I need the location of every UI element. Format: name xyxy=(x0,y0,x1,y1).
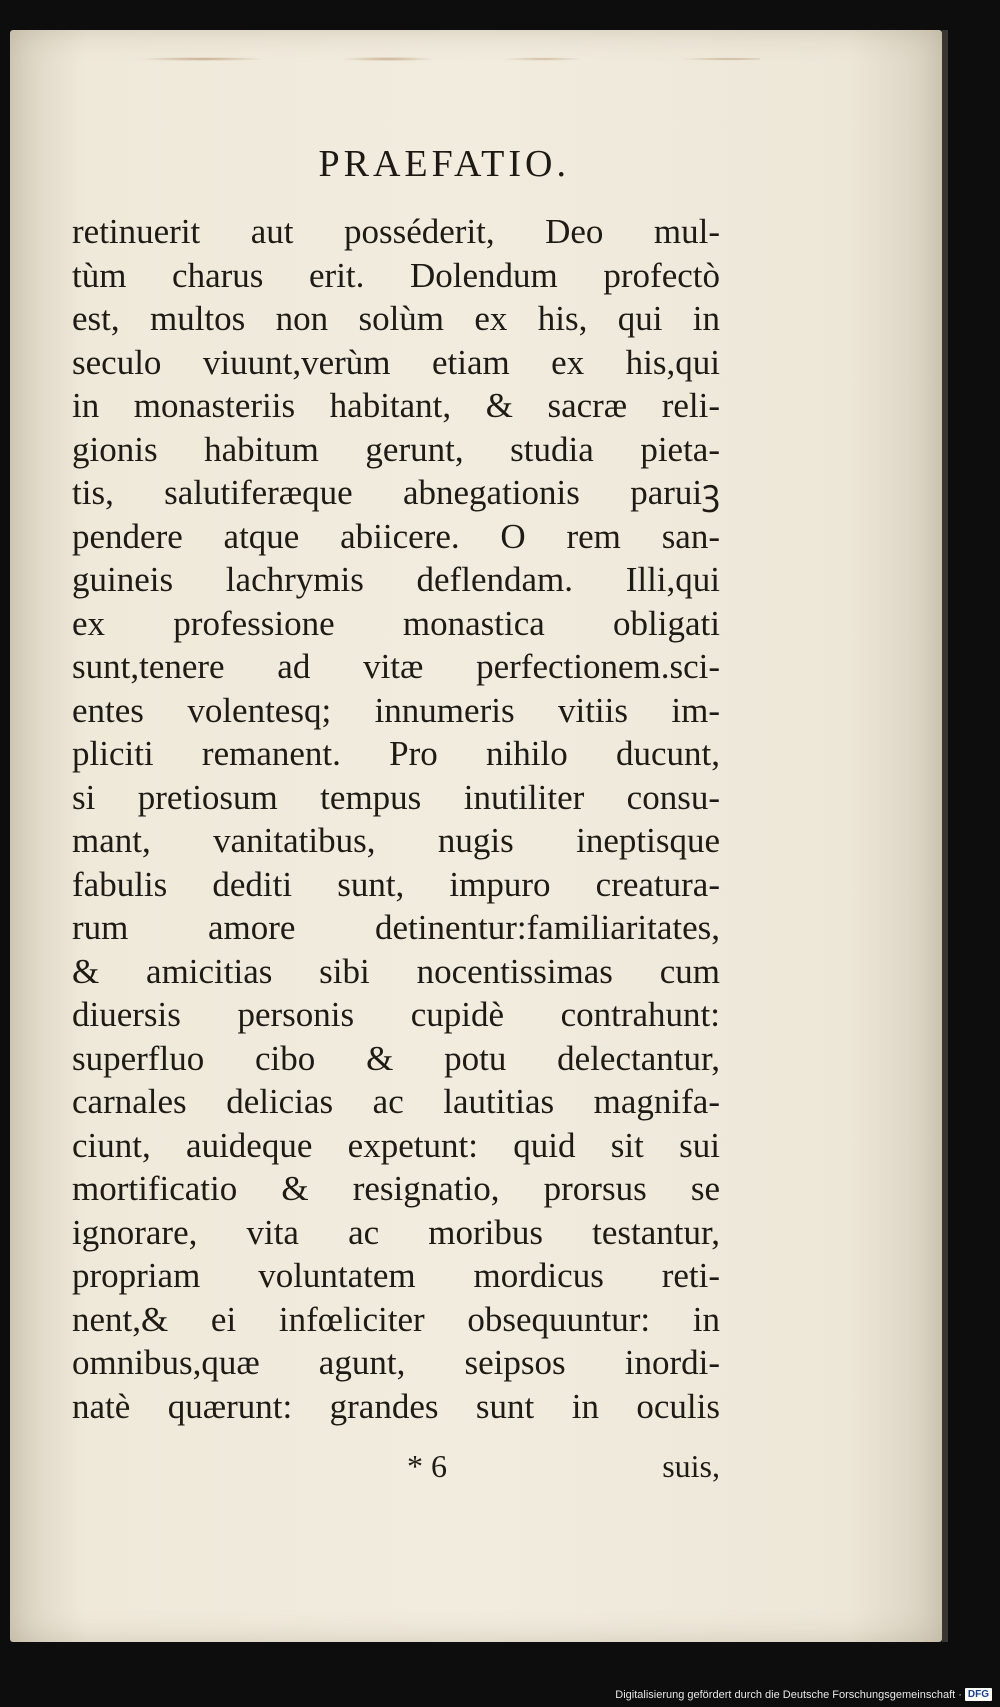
text-line: retinuerit aut posséderit, Deo mul- xyxy=(72,212,720,251)
text-line: pliciti remanent. Pro nihilo ducunt, xyxy=(72,734,720,773)
signature-mark: * 6 xyxy=(407,1448,447,1484)
page-stain xyxy=(140,42,760,76)
text-line: seculo viuunt,verùm etiam ex his,qui xyxy=(72,342,720,382)
text-line: superfluo cibo & potu delectantur, xyxy=(72,1038,720,1078)
text-line: carnales delicias ac lautitias magnifa- xyxy=(72,1082,720,1121)
text-line: mant, vanitatibus, nugis ineptisque xyxy=(72,821,720,860)
text-line: diuersis personis cupidè contrahunt: xyxy=(72,995,720,1034)
digitization-credit: Digitalisierung gefördert durch die Deutsche Forschungsgemeinschaft · DFG xyxy=(615,1688,992,1701)
catchword: suis, xyxy=(662,1448,720,1484)
text-line: tis, salutiferæque abnegationis paruiꝫ xyxy=(72,473,720,512)
page-edge xyxy=(942,30,948,1642)
text-line: entes volentesq; innumeris vitiis im- xyxy=(72,690,720,730)
text-line: tùm charus erit. Dolendum profectò xyxy=(72,255,720,295)
text-line: ciunt, auideque expetunt: quid sit sui xyxy=(72,1125,720,1165)
text-line: ignorare, vita ac moribus testantur, xyxy=(72,1212,720,1252)
page-footer xyxy=(72,1448,720,1488)
text-line: in monasteriis habitant, & sacræ reli- xyxy=(72,386,720,425)
text-line: fabulis dediti sunt, impuro creatura- xyxy=(72,864,720,904)
text-line: rum amore detinentur:familiaritates, xyxy=(72,908,720,947)
book-page xyxy=(10,30,942,1642)
text-line: gionis habitum gerunt, studia pieta- xyxy=(72,429,720,469)
text-line: mortificatio & resignatio, prorsus se xyxy=(72,1169,720,1208)
text-line: omnibus,quæ agunt, seipsos inordi- xyxy=(72,1343,720,1382)
text-line: guineis lachrymis deflendam. Illi,qui xyxy=(72,560,720,599)
credit-text: Digitalisierung gefördert durch die Deutsche Forschungsgemeinschaft xyxy=(615,1688,956,1701)
body-text xyxy=(72,210,720,1428)
running-head: PRAEFATIO. xyxy=(318,143,570,185)
text-line: sunt,tenere ad vitæ perfectionem.sci- xyxy=(72,647,720,686)
text-line: ex professione monastica obligati xyxy=(72,603,720,643)
dfg-logo-icon: DFG xyxy=(965,1688,992,1701)
text-line: nent,& ei infœliciter obsequuntur: in xyxy=(72,1299,720,1339)
text-line: est, multos non solùm ex his, qui in xyxy=(72,299,720,338)
text-line: pendere atque abiicere. O rem san- xyxy=(72,516,720,556)
text-line: propriam voluntatem mordicus reti- xyxy=(72,1256,720,1295)
text-line: natè quærunt: grandes sunt in oculis xyxy=(72,1386,720,1426)
text-line: & amicitias sibi nocentissimas cum xyxy=(72,951,720,991)
text-line: si pretiosum tempus inutiliter consu- xyxy=(72,777,720,817)
